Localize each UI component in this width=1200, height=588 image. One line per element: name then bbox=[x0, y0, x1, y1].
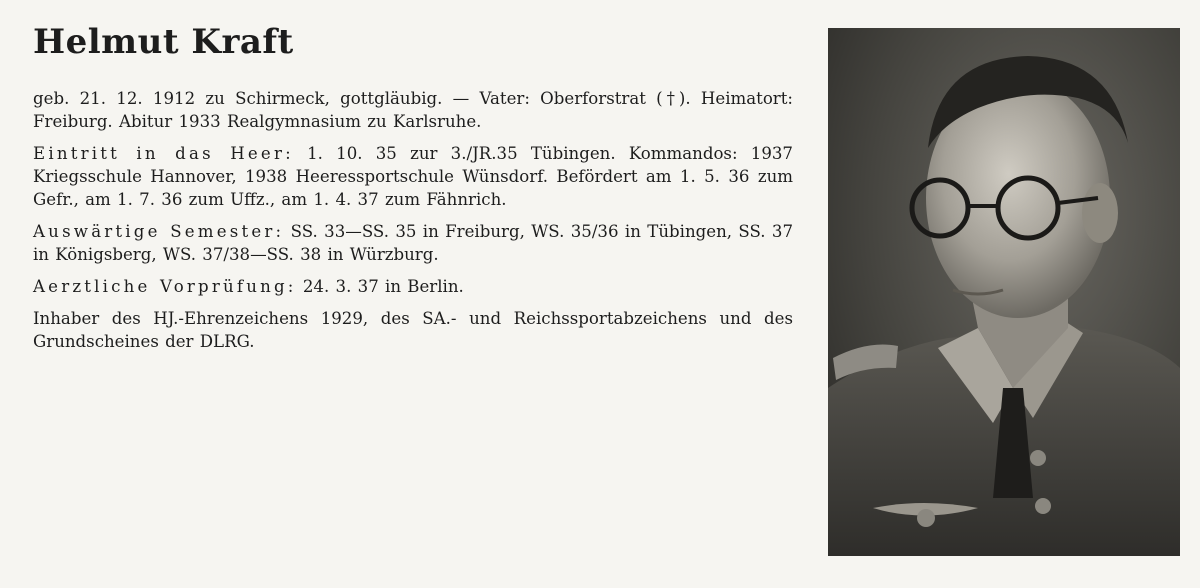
exam-lead: Aerztliche Vorprüfung: bbox=[33, 277, 297, 297]
semester-text: SS. 33—SS. 35 in Freiburg, WS. 35/36 in Tübingen, SS. 37 in Königsberg, WS. 37/38—SS. 38 in Würzburg. bbox=[33, 222, 793, 265]
person-name: Helmut Kraft bbox=[33, 22, 294, 62]
exam-text: 24. 3. 37 in Berlin. bbox=[296, 277, 464, 297]
portrait-photo bbox=[828, 28, 1180, 556]
awards-paragraph bbox=[33, 307, 793, 353]
birth-text: geb. 21. 12. 1912 zu Schirmeck, gottgläubig. — Vater: Oberforstrat (†). Heimatort: Freiburg. Abitur 1933 Realgymnasium zu Karlsruhe. bbox=[33, 89, 793, 132]
portrait-image bbox=[828, 28, 1180, 556]
birth-paragraph bbox=[33, 87, 793, 133]
awards-text: Inhaber des HJ.-Ehrenzeichens 1929, des SA.- und Reichssportabzeichens und des Grundscheines der DLRG. bbox=[33, 309, 793, 352]
military-text: 1. 10. 35 zur 3./JR.35 Tübingen. Kommandos: 1937 Kriegsschule Hannover, 1938 Heeressportschule Wünsdorf. Befördert am 1. 5. 36 zum Gefr., am 1. 7. 36 zum Uffz., am 1. 4. 37 zum Fähnrich. bbox=[33, 144, 793, 210]
semester-lead: Auswärtige Semester: bbox=[33, 222, 285, 242]
military-lead: Eintritt in das Heer: bbox=[33, 144, 294, 164]
military-paragraph bbox=[33, 142, 793, 211]
semester-paragraph bbox=[33, 220, 793, 266]
biography-text bbox=[33, 24, 793, 362]
exam-paragraph bbox=[33, 275, 793, 298]
